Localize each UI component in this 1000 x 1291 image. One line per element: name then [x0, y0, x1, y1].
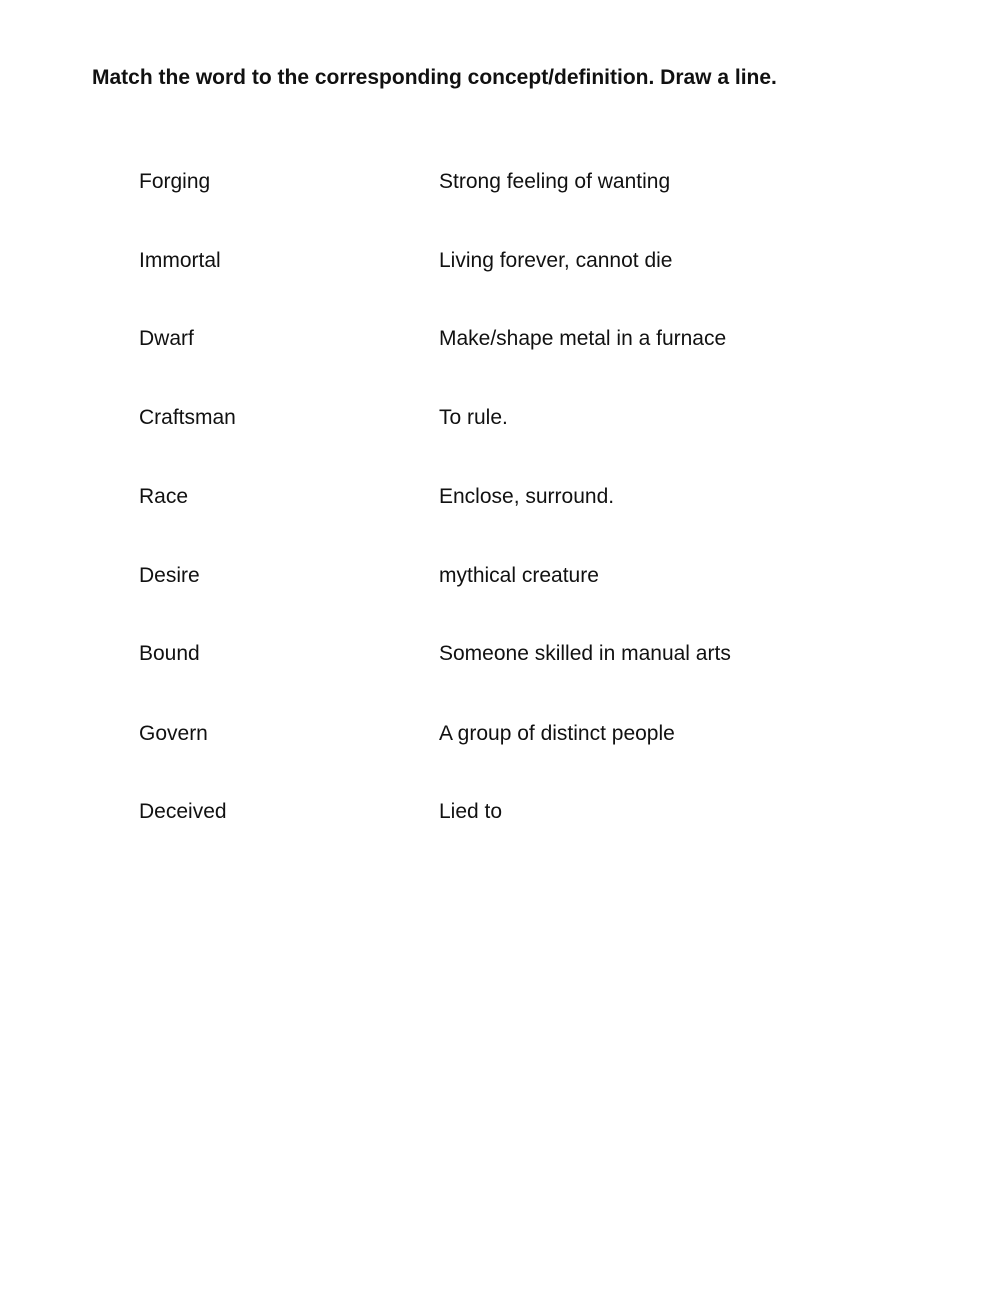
matching-row — [0, 482, 1000, 512]
worksheet-instructions: Match the word to the corresponding concept/definition. Draw a line. — [92, 66, 777, 89]
term-word: Deceived — [139, 800, 227, 823]
term-definition: Make/shape metal in a furnace — [439, 327, 727, 350]
term-word: Race — [139, 485, 189, 508]
term-word: Desire — [139, 564, 200, 587]
matching-row — [0, 167, 1000, 197]
term-definition: Living forever, cannot die — [439, 249, 673, 272]
term-definition: A group of distinct people — [439, 722, 675, 745]
matching-row — [0, 403, 1000, 433]
term-definition: mythical creature — [439, 564, 599, 587]
term-definition: To rule. — [439, 406, 508, 429]
matching-row — [0, 246, 1000, 276]
matching-row — [0, 324, 1000, 354]
matching-row — [0, 639, 1000, 669]
matching-row — [0, 797, 1000, 827]
term-word: Dwarf — [139, 327, 194, 350]
term-word: Govern — [139, 722, 208, 745]
term-definition: Strong feeling of wanting — [439, 170, 671, 193]
matching-row — [0, 719, 1000, 749]
term-definition: Someone skilled in manual arts — [439, 642, 731, 665]
term-definition: Lied to — [439, 800, 503, 823]
term-definition: Enclose, surround. — [439, 485, 615, 508]
term-word: Forging — [139, 170, 211, 193]
term-word: Craftsman — [139, 406, 236, 429]
matching-row — [0, 561, 1000, 591]
term-word: Bound — [139, 642, 200, 665]
term-word: Immortal — [139, 249, 221, 272]
